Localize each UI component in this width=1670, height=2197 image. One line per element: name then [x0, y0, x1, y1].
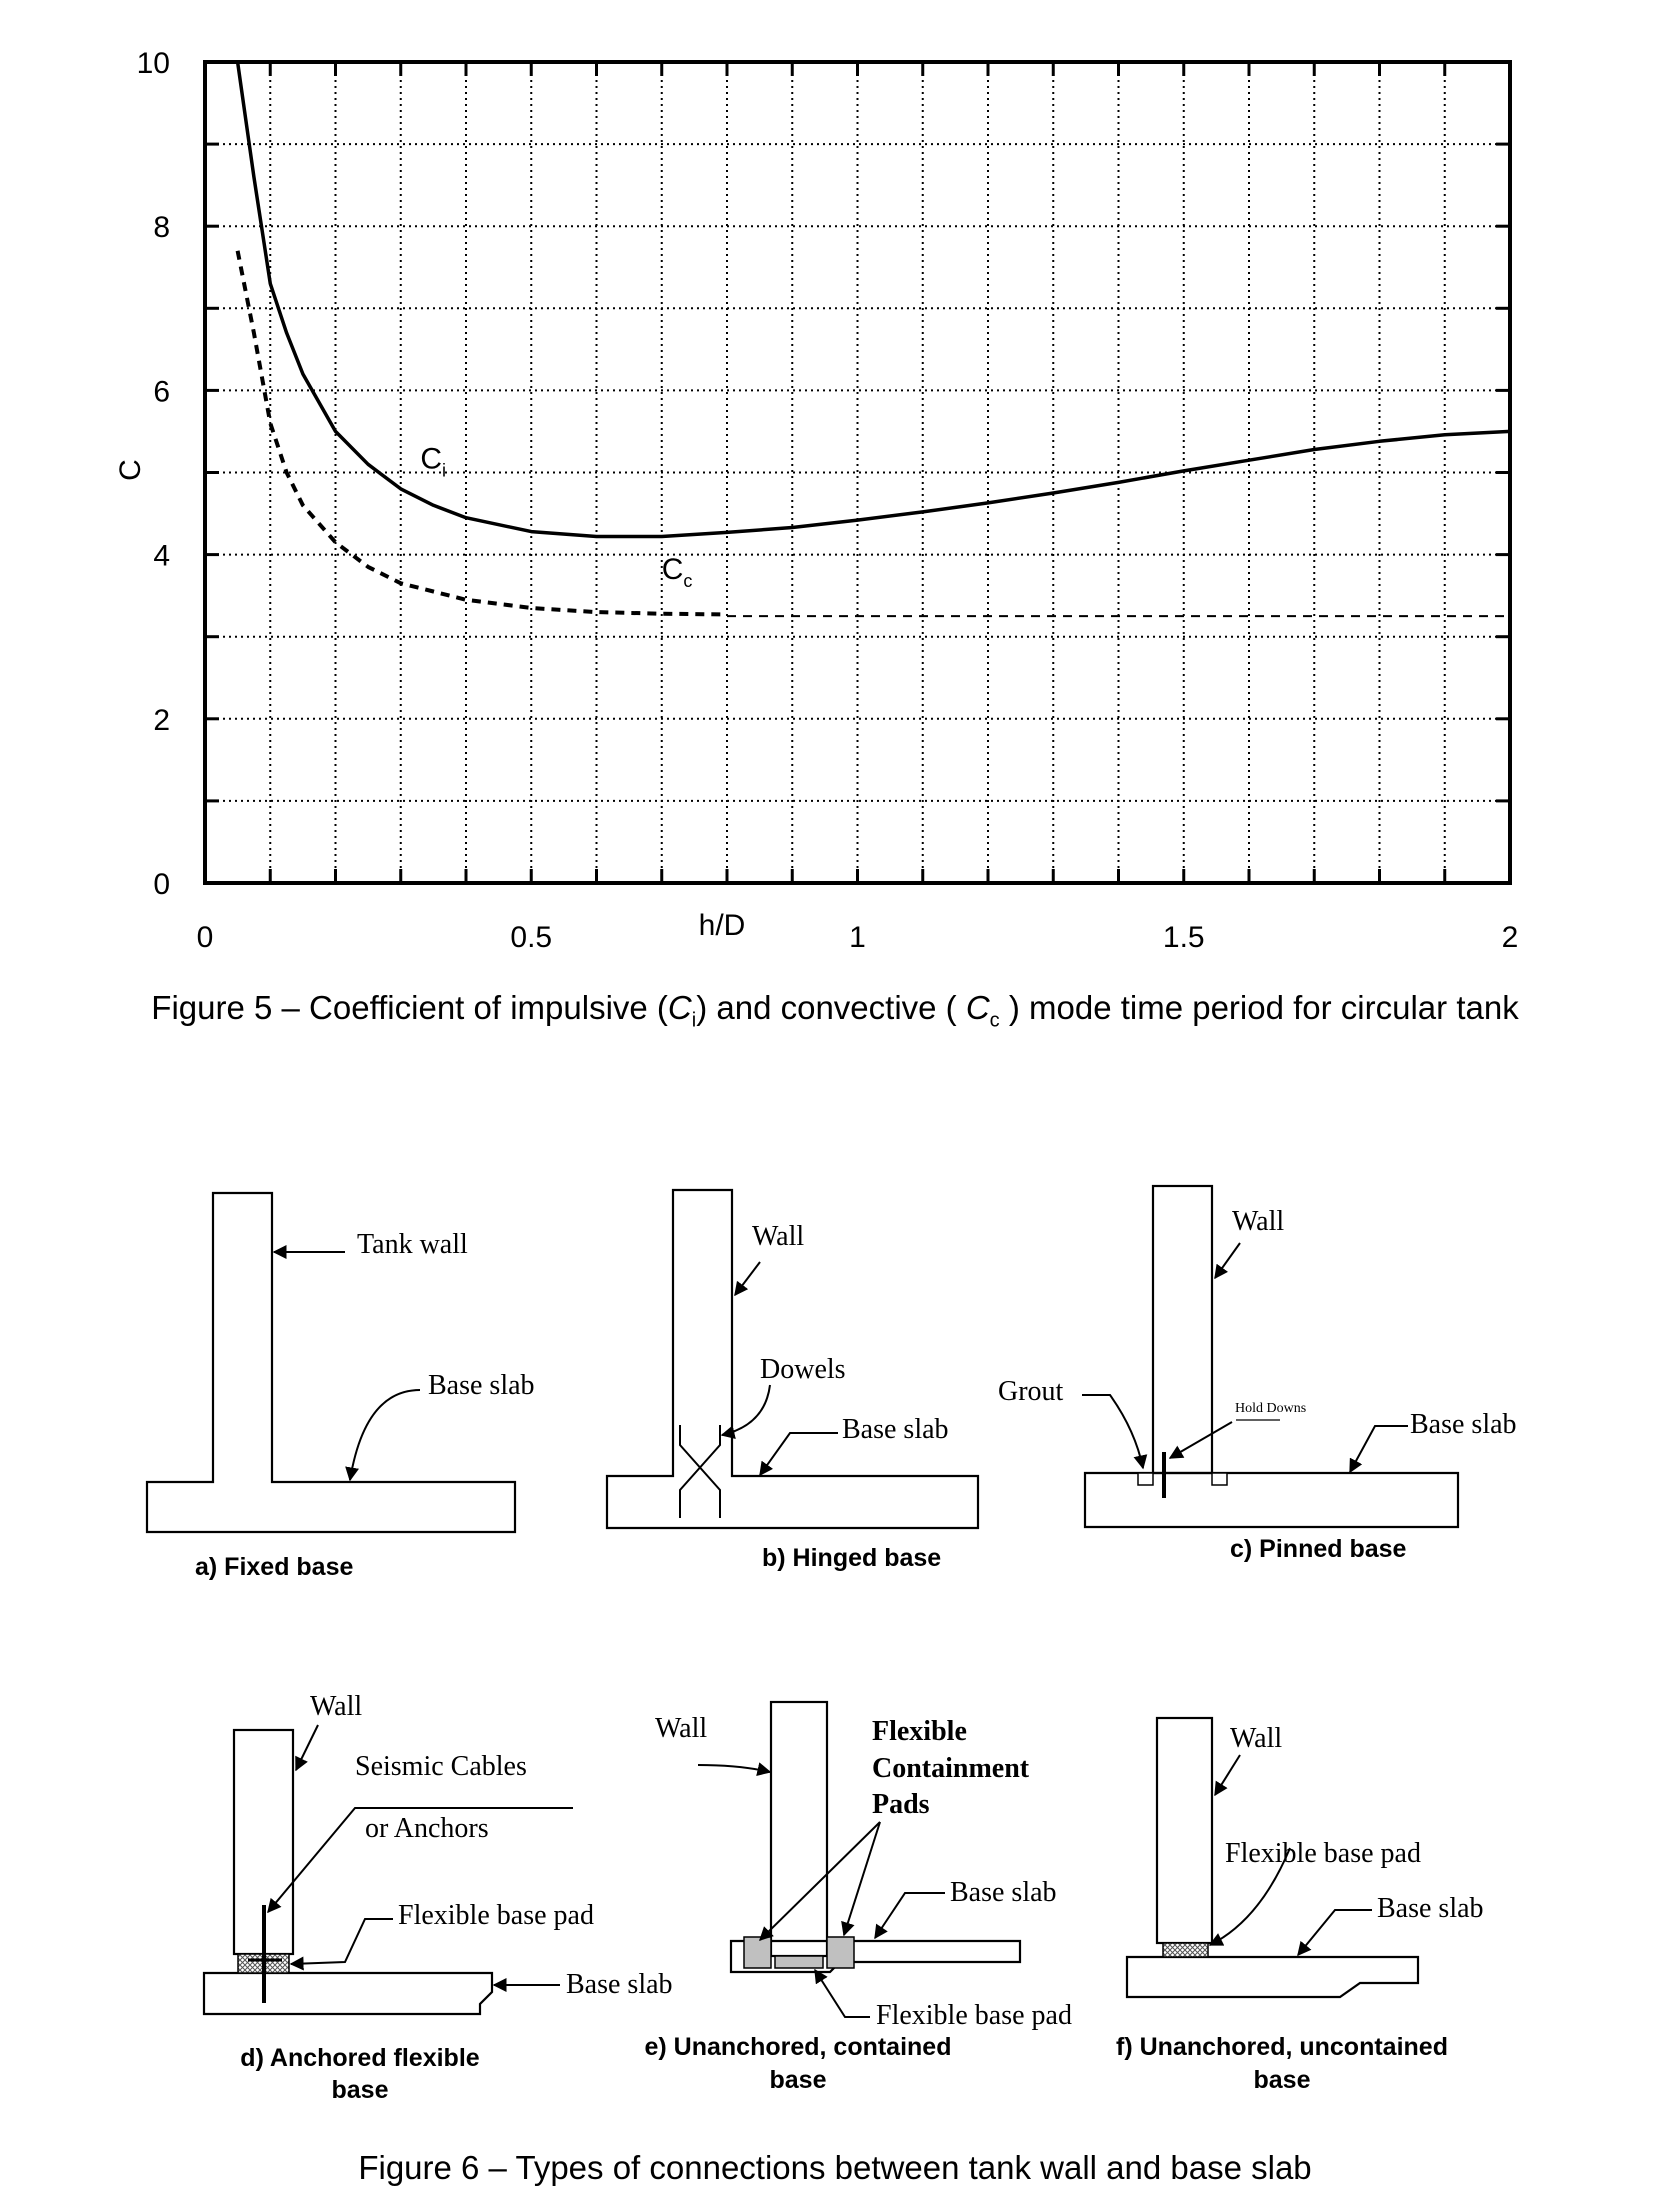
- panel-unanchored-contained-base: [645, 1702, 1072, 2094]
- series-label-main: C: [420, 442, 442, 476]
- uncontained-base-slab: [1127, 1957, 1418, 1997]
- anchored-caption-line2: base: [331, 2076, 389, 2104]
- base-slab-label-c: Base slab: [1410, 1409, 1517, 1440]
- contained-caption-line2: base: [769, 2066, 827, 2094]
- pad-label-e: Flexible base pad: [876, 2000, 1072, 2031]
- containment-pad-right: [827, 1937, 854, 1968]
- pads-label-line3: Pads: [872, 1789, 930, 1820]
- pads-label-line1: Flexible: [872, 1716, 967, 1747]
- series-label-subscript: c: [683, 571, 693, 592]
- dowels-leader: [722, 1385, 770, 1435]
- x-tick-label: 1: [849, 921, 866, 954]
- contained-flexible-pad: [775, 1956, 823, 1968]
- wall-leader-e: [698, 1765, 770, 1772]
- contained-base-wall: [771, 1702, 827, 1956]
- base-slab-label-a: Base slab: [428, 1370, 535, 1401]
- wall-label-e: Wall: [655, 1713, 708, 1744]
- x-tick-label: 0.5: [510, 921, 553, 954]
- x-tick-label: 2: [1501, 921, 1519, 954]
- fixed-base-caption: a) Fixed base: [195, 1553, 354, 1581]
- y-axis-label: C: [114, 459, 147, 481]
- base-slab-label-b: Base slab: [842, 1414, 949, 1445]
- anchored-caption-line1: d) Anchored flexible: [240, 2044, 480, 2072]
- hold-downs-leader: [1170, 1422, 1232, 1458]
- base-slab-leader-a: [350, 1390, 420, 1480]
- panel-pinned-base: [998, 1186, 1517, 1563]
- panel-anchored-flexible-base: [204, 1691, 673, 2104]
- base-slab-leader-c: [1350, 1426, 1408, 1472]
- base-slab-label-f: Base slab: [1377, 1893, 1484, 1924]
- wall-leader-d: [296, 1725, 318, 1770]
- pad-leader-d: [291, 1919, 393, 1964]
- caption-cc-sub: c: [989, 1009, 1000, 1032]
- caption-suffix: ) mode time period for circular tank: [999, 989, 1519, 1026]
- y-tick-label: 6: [153, 375, 170, 409]
- caption-ci: C: [667, 989, 692, 1026]
- series-label-subscript: i: [441, 460, 446, 481]
- figure-6-caption: Figure 6 – Types of connections between tank wall and base slab: [358, 2149, 1312, 2186]
- base-slab-label-e: Base slab: [950, 1877, 1057, 1908]
- y-tick-label: 10: [136, 47, 170, 80]
- wall-label-b: Wall: [752, 1221, 805, 1252]
- contained-caption-line1: e) Unanchored, contained: [644, 2033, 952, 2061]
- caption-middle: ) and convective (: [696, 989, 966, 1026]
- wall-label-d: Wall: [310, 1691, 363, 1722]
- caption-prefix: Figure 5 – Coefficient of impulsive (: [151, 989, 668, 1026]
- grout-pad-left: [1138, 1473, 1153, 1485]
- pinned-base-caption: c) Pinned base: [1230, 1535, 1407, 1563]
- containment-pad-left: [744, 1937, 771, 1968]
- x-tick-label: 0: [196, 921, 214, 954]
- dowels-label: Dowels: [760, 1354, 846, 1385]
- pinned-base-wall: [1153, 1186, 1212, 1473]
- cables-label-line1: Seismic Cables: [355, 1751, 527, 1782]
- series-label-main: C: [661, 553, 684, 587]
- x-tick-label: 1.5: [1162, 921, 1205, 954]
- dowels-cross: [680, 1425, 720, 1518]
- uncontained-caption-line1: f) Unanchored, uncontained: [1116, 2033, 1448, 2061]
- panel-fixed-base: [147, 1193, 535, 1581]
- grout-label: Grout: [998, 1376, 1064, 1407]
- hinged-base-caption: b) Hinged base: [762, 1544, 942, 1572]
- uncontained-caption-line2: base: [1253, 2066, 1311, 2094]
- y-tick-label: 8: [153, 211, 170, 245]
- panel-unanchored-uncontained-base: [1116, 1718, 1484, 2094]
- x-axis-label: h/D: [698, 909, 746, 942]
- tank-wall-label: Tank wall: [357, 1229, 468, 1260]
- pad-label-f: Flexible base pad: [1225, 1838, 1421, 1869]
- base-slab-label-d: Base slab: [566, 1969, 673, 2000]
- wall-label-c: Wall: [1232, 1206, 1285, 1237]
- wall-leader-c: [1215, 1243, 1240, 1278]
- y-tick-label: 4: [153, 539, 170, 573]
- panel-hinged-base: [607, 1190, 978, 1572]
- pad-label-d: Flexible base pad: [398, 1900, 594, 1931]
- grout-pad-right: [1212, 1473, 1227, 1485]
- wall-leader-b: [735, 1262, 760, 1295]
- grout-leader: [1082, 1395, 1143, 1468]
- wall-label-f: Wall: [1230, 1723, 1283, 1754]
- wall-leader-f: [1215, 1755, 1240, 1795]
- pad-leader-e: [815, 1970, 870, 2017]
- uncontained-flexible-pad: [1163, 1943, 1208, 1957]
- cables-label-line2: or Anchors: [365, 1813, 489, 1844]
- base-slab-leader-b: [760, 1433, 838, 1475]
- anchored-base-slab: [204, 1973, 492, 2014]
- y-tick-label: 0: [153, 868, 170, 901]
- hold-downs-label: Hold Downs: [1235, 1401, 1307, 1416]
- base-slab-leader-f: [1298, 1910, 1372, 1955]
- y-tick-label: 2: [153, 703, 170, 737]
- caption-ci-sub: i: [691, 1009, 697, 1032]
- caption-cc: C: [965, 989, 990, 1026]
- uncontained-base-wall: [1157, 1718, 1212, 1943]
- base-slab-leader-e: [875, 1893, 945, 1938]
- pads-label-line2: Containment: [872, 1753, 1030, 1784]
